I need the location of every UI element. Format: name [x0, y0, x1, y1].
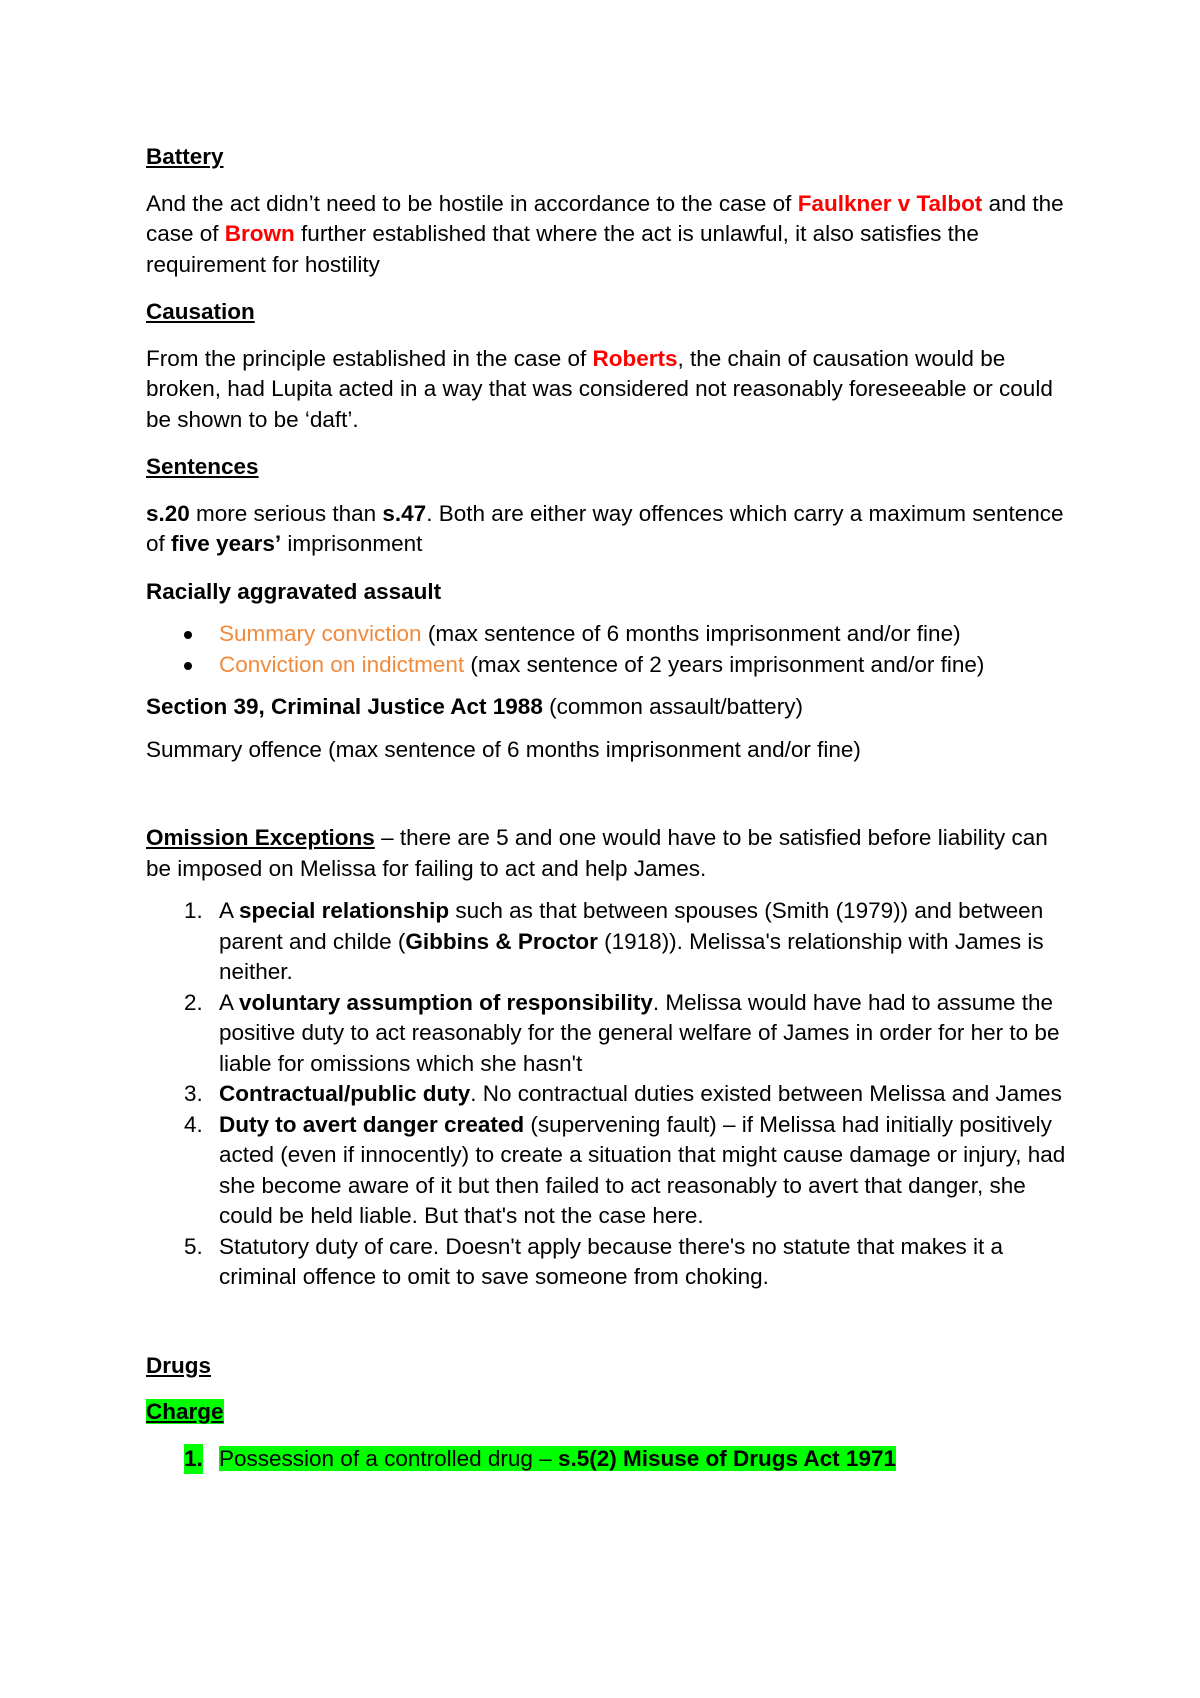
- list-item: 2. A voluntary assumption of responsibility. Melissa would have had to assume the positive duty to act reasonably for the general welfare of James in order for her to be liable for omissions which she hasn't: [184, 989, 1060, 1076]
- case-roberts: Roberts: [592, 345, 678, 371]
- drugs-list: [146, 1444, 1066, 1475]
- section39-line: Section 39, Criminal Justice Act 1988 (common assault/battery): [146, 694, 803, 719]
- list-item: 5. Statutory duty of care. Doesn't apply because there's no statute that makes it a criminal offence to omit to save someone from choking.: [184, 1233, 1004, 1289]
- battery-heading: Battery: [146, 144, 224, 169]
- case-brown: Brown: [224, 221, 295, 246]
- drugs-heading: Drugs: [146, 1352, 212, 1378]
- bullet-icon: [184, 662, 192, 670]
- list-item: 1. Possession of a controlled drug – s.5(2) Misuse of Drugs Act 1971: [146, 1444, 1066, 1475]
- battery-paragraph: And the act didn’t need to be hostile in accordance to the case of Faulkner v Talbot and the case of Brown further established that where the act is unlawful, it also satisfies the requirement for hostility: [146, 190, 1064, 277]
- sentences-heading: Sentences: [146, 454, 259, 479]
- racial-heading: Racially aggravated assault: [146, 578, 442, 604]
- causation-heading: Causation: [146, 299, 255, 324]
- list-item: 3. Contractual/public duty. No contractual duties existed between Melissa and James: [184, 1081, 1062, 1106]
- sentences-paragraph: s.20 more serious than s.47. Both are either way offences which carry a maximum sentence of five years’ imprisonment: [146, 500, 1064, 556]
- omission-paragraph: Omission Exceptions – there are 5 and one would have to be satisfied before liability can be imposed on Melissa for failing to act and help James.: [146, 825, 1048, 881]
- section39-paragraph: Summary offence (max sentence of 6 months imprisonment and/or fine): [146, 736, 861, 762]
- omission-list: [146, 896, 1066, 1293]
- case-faulkner-v-talbot: Faulkner v Talbot: [797, 190, 983, 216]
- document-body: [146, 142, 1066, 1474]
- highlighted-text: Possession of a controlled drug – s.5(2) Misuse of Drugs Act 1971: [219, 1445, 896, 1471]
- list-item: 1. A special relationship such as that between spouses (Smith (1979)) and between parent and childe (Gibbins & Proctor (1918)). Melissa's relationship with James is neither.: [184, 898, 1044, 984]
- causation-paragraph: From the principle established in the case of Roberts, the chain of causation would be broken, had Lupita acted in a way that was considered not reasonably foreseeable or could be shown to be ‘daft’.: [146, 345, 1053, 432]
- bullet-icon: [184, 631, 192, 639]
- list-item: Summary conviction (max sentence of 6 months imprisonment and/or fine): [146, 619, 1066, 650]
- list-item: Conviction on indictment (max sentence of 2 years imprisonment and/or fine): [146, 650, 1066, 681]
- list-item: 4. Duty to avert danger created (supervening fault) – if Melissa had initially positively acted (even if innocently) to create a situation that might cause damage or injury, had she become aware of it but then failed to act reasonably to avert that danger, she could be held liable. But that's not the case here.: [184, 1111, 1066, 1228]
- charge-heading: Charge: [146, 1399, 224, 1424]
- charge-line: [146, 1397, 1066, 1428]
- racial-list: [146, 619, 1066, 680]
- omission-heading: Omission Exceptions: [146, 825, 375, 850]
